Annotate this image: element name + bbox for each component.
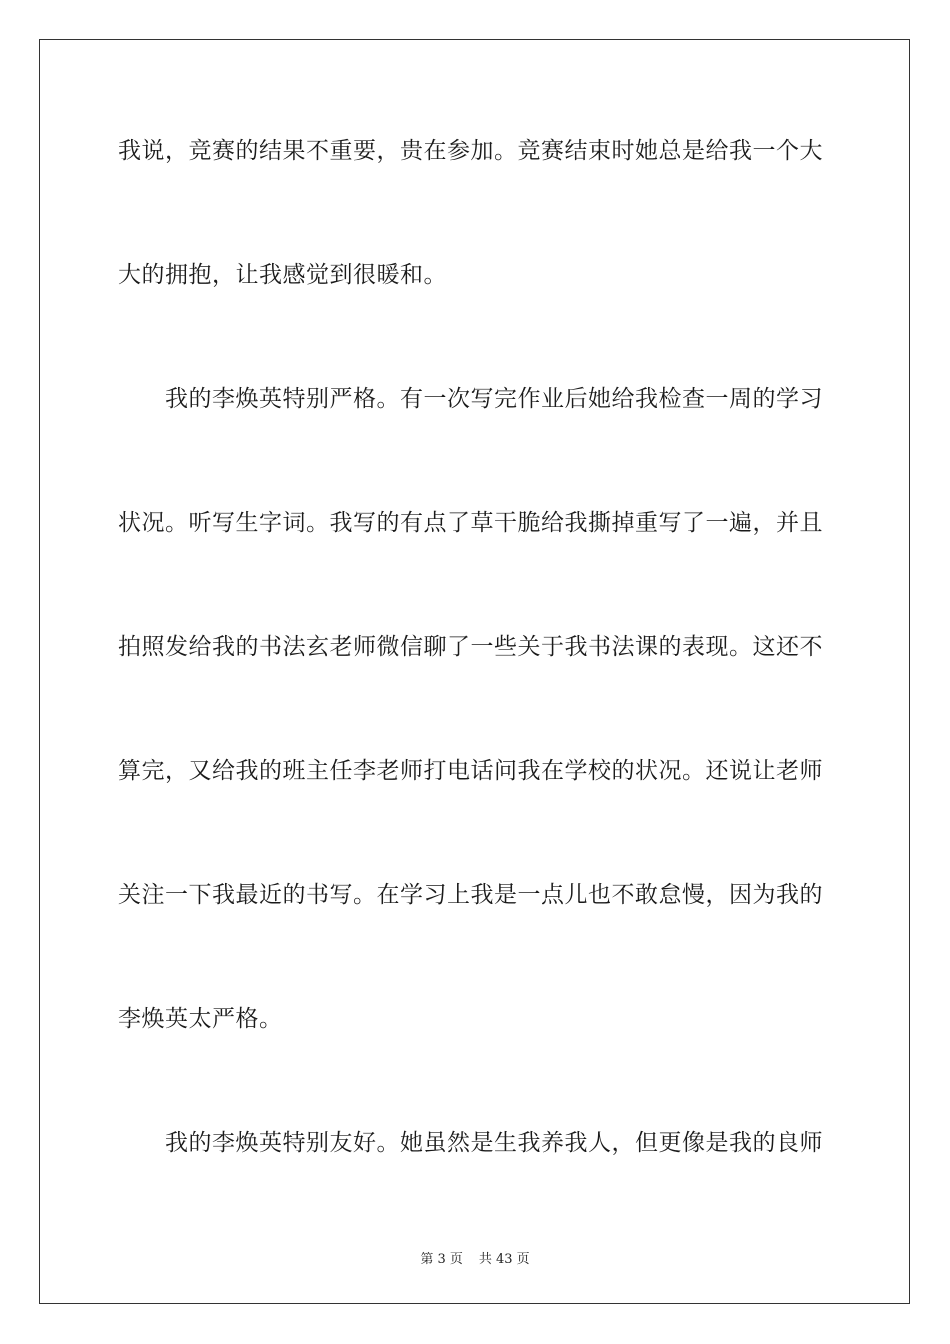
text-line: 大的拥抱，让我感觉到很暖和。 bbox=[118, 262, 447, 288]
text-line: 拍照发给我的书法玄老师微信聊了一些关于我书法课的表现。这还不 bbox=[118, 634, 823, 660]
page-frame bbox=[39, 39, 910, 1304]
text-line: 算完，又给我的班主任李老师打电话问我在学校的状况。还说让老师 bbox=[118, 758, 823, 784]
page-number: 第 3 页 bbox=[420, 1252, 463, 1267]
text-line: 我说，竞赛的结果不重要，贵在参加。竞赛结束时她总是给我一个大 bbox=[118, 138, 823, 164]
text-line: 关注一下我最近的书写。在学习上我是一点儿也不敢怠慢，因为我的 bbox=[118, 882, 823, 908]
text-line: 李焕英太严格。 bbox=[118, 1006, 283, 1032]
text-line: 状况。听写生字词。我写的有点了草干脆给我撕掉重写了一遍，并且 bbox=[118, 510, 823, 536]
page-footer bbox=[0, 1248, 950, 1267]
page-total: 共 43 页 bbox=[478, 1252, 530, 1267]
paragraph-start-line: 我的李焕英特别友好。她虽然是生我养我人，但更像是我的良师 bbox=[165, 1130, 823, 1156]
paragraph-start-line: 我的李焕英特别严格。有一次写完作业后她给我检查一周的学习 bbox=[165, 386, 823, 412]
